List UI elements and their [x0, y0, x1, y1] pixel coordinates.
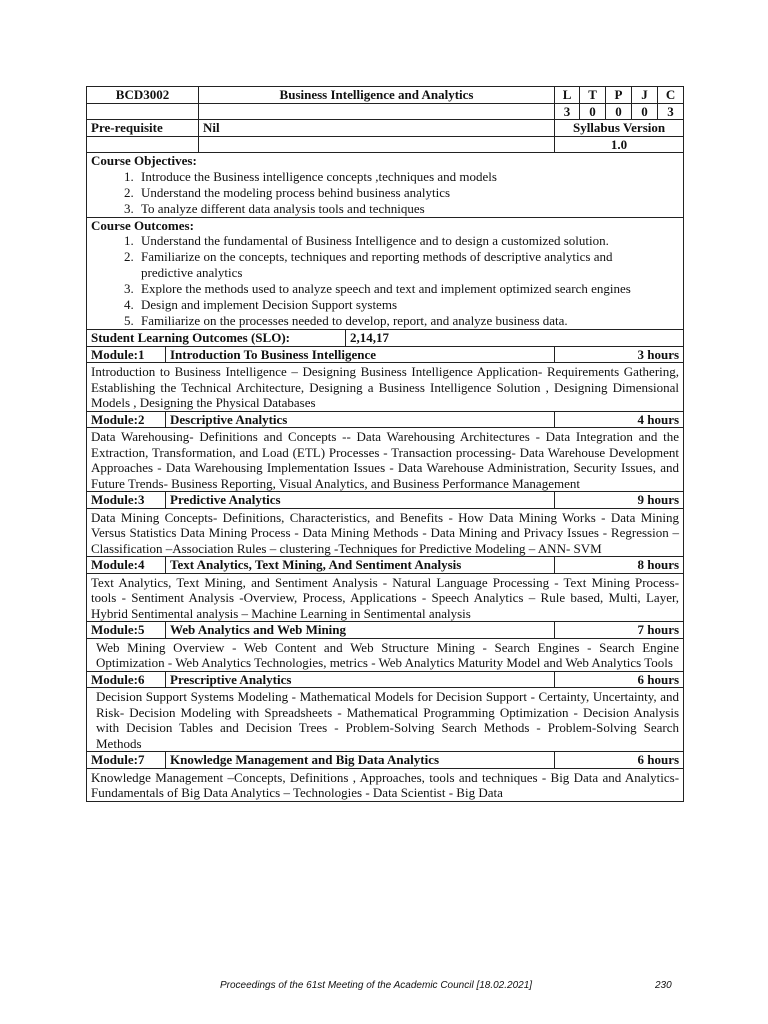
module-hours: 9 hours — [555, 492, 684, 509]
ltpjc-label-l: L — [555, 87, 580, 104]
outcome-item: 5. Familiarize on the processes needed to develop, report, and analyze business data. — [137, 313, 639, 329]
module-content: Text Analytics, Text Mining, and Sentiment Analysis - Natural Language Processing - Text Mining Process- tools - Sentiment Analysis -Overview, Process, Applications - Speech Analytics – Rule based, Multi, Layer, Hybrid Sentimental analysis – Machine Learning in Sentimental analysis — [87, 573, 684, 622]
module-label: Module:1 — [87, 346, 166, 363]
empty-cell — [199, 103, 555, 120]
prereq-label: Pre-requisite — [87, 120, 199, 137]
module-title: Knowledge Management and Big Data Analytics — [166, 752, 555, 769]
ltpjc-label-c: C — [658, 87, 684, 104]
syllabus-version-label: Syllabus Version — [555, 120, 684, 137]
ltpjc-label-p: P — [606, 87, 632, 104]
module-label: Module:2 — [87, 411, 166, 428]
module-label: Module:5 — [87, 622, 166, 639]
module-content: Web Mining Overview - Web Content and Web Structure Mining - Search Engines - Search Engine Optimization - Web Analytics Technologies, metrics - Web Analytics Maturity Model and Web Analytics Tools — [87, 638, 684, 671]
empty-cell — [199, 136, 555, 153]
outcome-item: 1. Understand the fundamental of Business Intelligence and to design a customized solution. — [137, 233, 639, 249]
ltpjc-value-p: 0 — [606, 103, 632, 120]
module-content: Introduction to Business Intelligence – Designing Business Intelligence Application- Requirements Gathering, Establishing the Technical Architecture, Designing a Business Intelligence Solution , Designing Dimensional Models , Designing the Physical Databases — [87, 363, 684, 412]
course-outcomes-list — [91, 233, 679, 329]
objective-item: 3. To analyze different data analysis tools and techniques — [137, 201, 679, 217]
outcome-item: 2. Familiarize on the concepts, techniques and reporting methods of descriptive analytics and predictive analytics — [137, 249, 639, 281]
ltpjc-value-l: 3 — [555, 103, 580, 120]
module-label: Module:3 — [87, 492, 166, 509]
syllabus-table — [86, 86, 684, 802]
module-title: Descriptive Analytics — [166, 411, 555, 428]
course-code: BCD3002 — [87, 87, 199, 104]
course-outcomes-heading: Course Outcomes: — [91, 217, 194, 233]
module-title: Text Analytics, Text Mining, And Sentiment Analysis — [166, 557, 555, 574]
module-label: Module:7 — [87, 752, 166, 769]
module-label: Module:6 — [87, 671, 166, 688]
course-title: Business Intelligence and Analytics — [199, 87, 555, 104]
module-content: Data Mining Concepts- Definitions, Characteristics, and Benefits - How Data Mining Works - Data Mining Versus Statistics Data Mining Process - Data Mining Methods - Data Mining and Privacy Issues - Regression – Classification –Association Rules – clustering -Techniques for Predictive Modeling – ANN- SVM — [87, 508, 684, 557]
module-title: Web Analytics and Web Mining — [166, 622, 555, 639]
empty-cell — [87, 136, 199, 153]
ltpjc-value-j: 0 — [632, 103, 658, 120]
syllabus-page — [86, 86, 683, 802]
module-hours: 6 hours — [555, 671, 684, 688]
module-hours: 3 hours — [555, 346, 684, 363]
ltpjc-value-t: 0 — [580, 103, 606, 120]
ltpjc-value-c: 3 — [658, 103, 684, 120]
outcome-item: 3. Explore the methods used to analyze speech and text and implement optimized search engines — [137, 281, 639, 297]
slo-label: Student Learning Outcomes (SLO): — [87, 330, 346, 347]
footer-text: Proceedings of the 61st Meeting of the Academic Council [18.02.2021] — [220, 980, 533, 991]
syllabus-version-value: 1.0 — [555, 136, 684, 153]
course-objectives-section — [87, 153, 684, 218]
page-number: 230 — [655, 980, 672, 991]
course-objectives-list — [91, 169, 679, 217]
module-hours: 4 hours — [555, 411, 684, 428]
ltpjc-label-j: J — [632, 87, 658, 104]
objective-item: 1. Introduce the Business intelligence concepts ,techniques and models — [137, 169, 679, 185]
prereq-value: Nil — [199, 120, 555, 137]
objective-item: 2. Understand the modeling process behind business analytics — [137, 185, 679, 201]
module-content: Decision Support Systems Modeling - Mathematical Models for Decision Support - Certainty, Uncertainty, and Risk- Decision Modeling with Spreadsheets - Mathematical Programming Optimization - Decision Analysis with Decision Tables and Decision Trees - Problem-Solving Search Methods - Problem-Solving Search Methods — [87, 688, 684, 752]
module-content: Knowledge Management –Concepts, Definitions , Approaches, tools and techniques - Big Data and Analytics- Fundamentals of Big Data Analytics – Technologies - Data Scientist - Big Data — [87, 768, 684, 801]
module-title: Introduction To Business Intelligence — [166, 346, 555, 363]
module-hours: 8 hours — [555, 557, 684, 574]
module-label: Module:4 — [87, 557, 166, 574]
ltpjc-label-t: T — [580, 87, 606, 104]
module-hours: 6 hours — [555, 752, 684, 769]
module-content: Data Warehousing- Definitions and Concepts -- Data Warehousing Architectures - Data Integration and the Extraction, Transformation, and Load (ETL) Processes - Transaction processing- Data Warehouse Development Approaches - Data Warehousing Implementation Issues - Data Warehouse Administration, Security Issues, and Future Trends- Business Reporting, Visual Analytics, and Business Performance Management — [87, 428, 684, 492]
slo-value: 2,14,17 — [346, 330, 684, 347]
outcome-item: 4. Design and implement Decision Support systems — [137, 297, 639, 313]
empty-cell — [87, 103, 199, 120]
module-hours: 7 hours — [555, 622, 684, 639]
course-objectives-heading: Course Objectives: — [91, 153, 197, 168]
module-title: Predictive Analytics — [166, 492, 555, 509]
course-outcomes-section — [87, 217, 684, 330]
module-title: Prescriptive Analytics — [166, 671, 555, 688]
